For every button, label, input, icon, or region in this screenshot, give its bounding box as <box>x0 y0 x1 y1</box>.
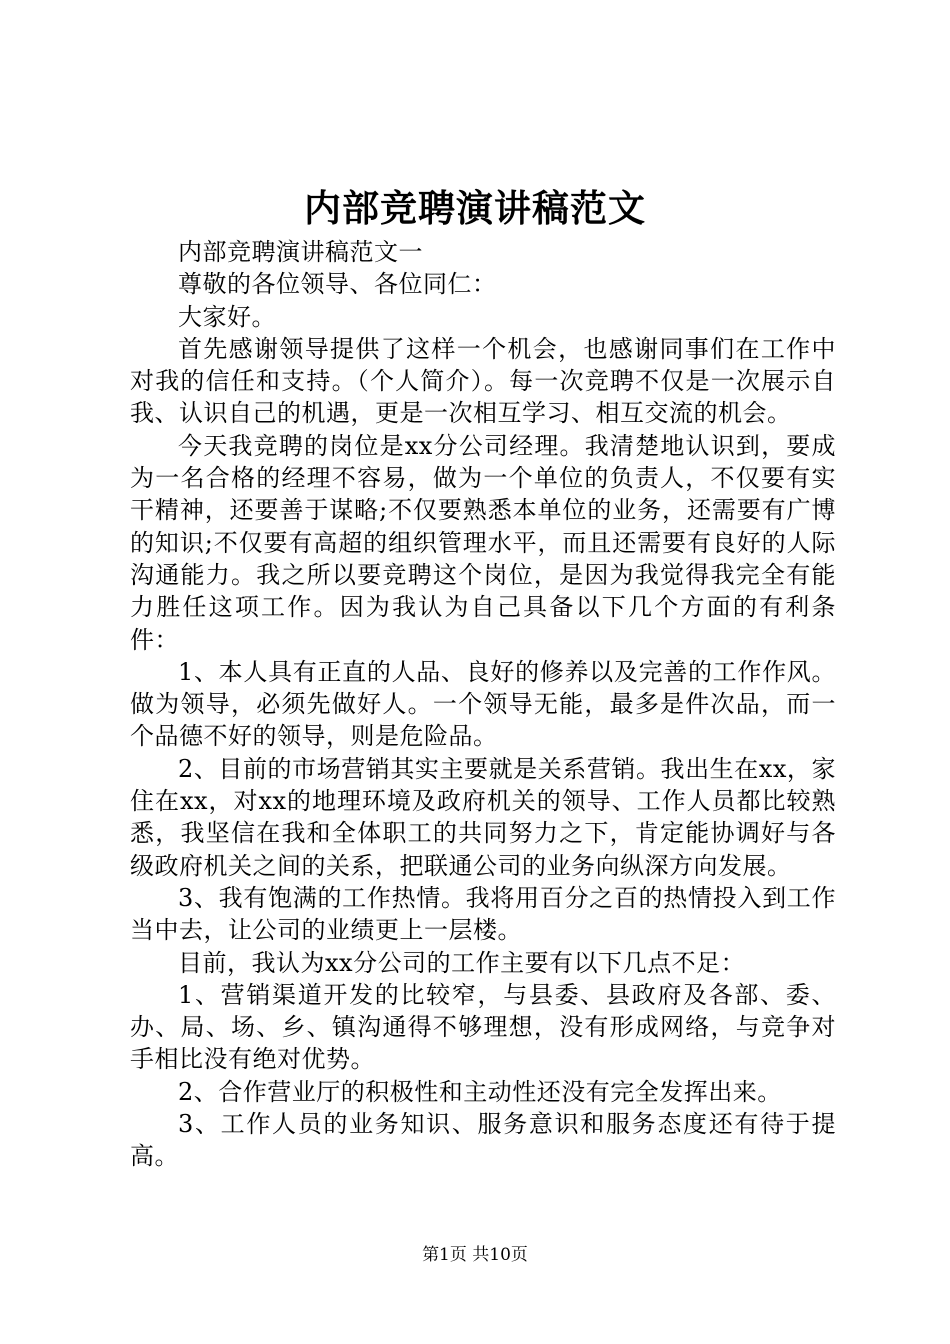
paragraph: 3、工作人员的业务知识、服务意识和服务态度还有待于提高。 <box>130 1110 836 1171</box>
paragraph: 尊敬的各位领导、各位同仁： <box>178 270 497 299</box>
document-body <box>130 236 836 1173</box>
paragraph: 首先感谢领导提供了这样一个机会，也感谢同事们在工作中对我的信任和支持。（个人简介）。每一次竞聘不仅是一次展示自我、认识自己的机遇，更是一次相互学习、相互交流的机会。 <box>130 334 836 428</box>
paragraph: 1、本人具有正直的人品、良好的修养以及完善的工作作风。做为领导，必须先做好人。一个领导无能，最多是件次品，而一个品德不好的领导，则是危险品。 <box>130 657 836 751</box>
paragraph: 2、合作营业厅的积极性和主动性还没有完全发挥出来。 <box>178 1077 782 1106</box>
paragraph: 今天我竞聘的岗位是xx分公司经理。我清楚地认识到，要成为一名合格的经理不容易，做为一个单位的负责人，不仅要有实干精神，还要善于谋略;不仅要熟悉本单位的业务，还需要有广博的知识;不仅要有高超的组织管理水平，而且还需要有良好的人际沟通能力。我之所以要竞聘这个岗位，是因为我觉得我完全有能力胜任这项工作。因为我认为自己具备以下几个方面的有利条件： <box>130 431 836 654</box>
paragraph: 大家好。 <box>178 302 276 331</box>
paragraph: 1、营销渠道开发的比较窄，与县委、县政府及各部、委、办、局、场、乡、镇沟通得不够理想，没有形成网络，与竞争对手相比没有绝对优势。 <box>130 980 836 1074</box>
paragraph: 目前，我认为xx分公司的工作主要有以下几点不足： <box>178 948 746 977</box>
paragraph: 2、目前的市场营销其实主要就是关系营销。我出生在xx，家住在xx，对xx的地理环境及政府机关的领导、工作人员都比较熟悉，我坚信在我和全体职工的共同努力之下，肯定能协调好与各级政府机关之间的关系，把联通公司的业务向纵深方向发展。 <box>130 754 836 880</box>
document-title: 内部竞聘演讲稿范文 <box>304 186 646 230</box>
page-number-footer: 第1页 共10页 <box>422 1245 528 1265</box>
paragraph: 内部竞聘演讲稿范文一 <box>178 238 423 266</box>
paragraph: 3、我有饱满的工作热情。我将用百分之百的热情投入到工作当中去，让公司的业绩更上一层楼。 <box>130 883 836 945</box>
